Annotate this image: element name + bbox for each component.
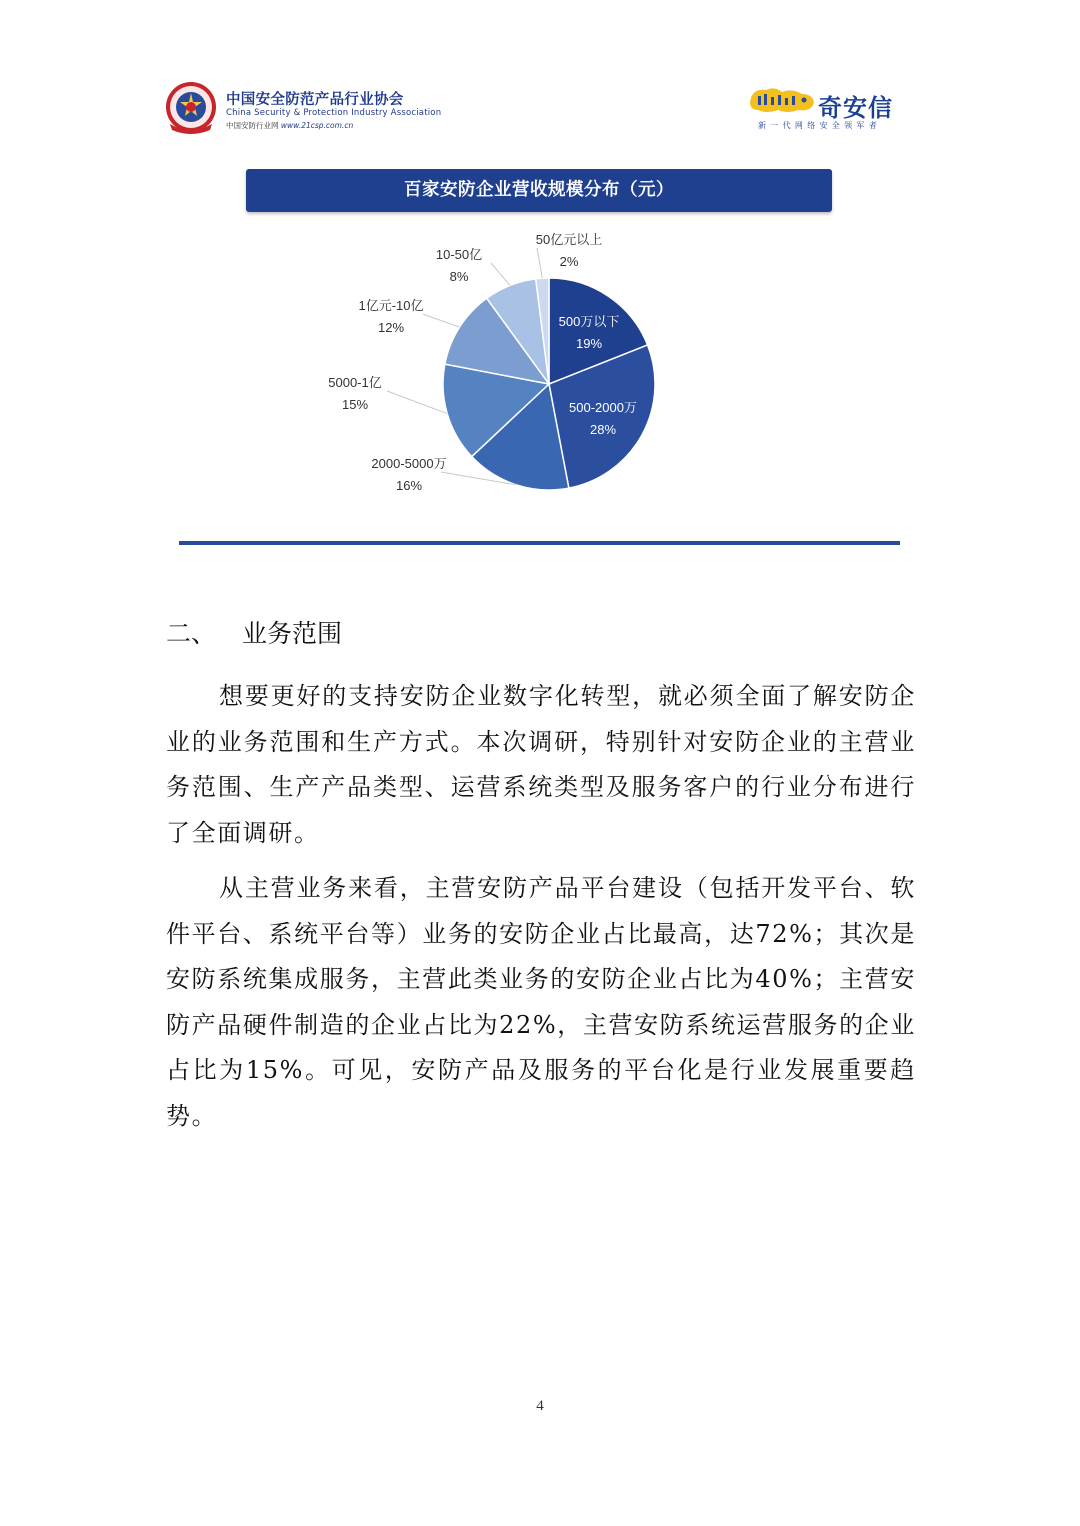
section-number: 二、 <box>166 619 217 648</box>
pie-value-label: 2% <box>559 254 579 269</box>
page-number: 4 <box>536 1398 544 1414</box>
revenue-pie-chart <box>0 0 1080 540</box>
section-title: 业务范围 <box>242 619 343 648</box>
pie-value-label: 8% <box>449 269 469 284</box>
pie-value-label: 15% <box>341 397 369 412</box>
pie-value-label: 19% <box>575 336 603 351</box>
pie-value-label: 16% <box>395 478 423 493</box>
association-name-cn: 中国安全防范产品行业协会 <box>226 92 404 108</box>
section-divider <box>179 541 900 545</box>
paragraph: 从主营业务来看，主营安防产品平台建设（包括开发平台、软件平台、系统平台等）业务的安防企业占比最高，达72%；其次是安防系统集成服务，主营此类业务的安防企业占比为40%；主营安防产品硬件制造的企业占比为22%，主营安防系统运营服务的企业占比为15%。可见，安防产品及服务的平台化是行业发展重要趋势。 <box>166 874 916 1130</box>
pie-value-label: 12% <box>377 320 405 335</box>
pie-category-label: 10-50亿 <box>435 247 483 262</box>
pie-category-label: 500万以下 <box>558 314 620 329</box>
pie-leader-line <box>387 391 447 414</box>
section-heading <box>166 614 342 650</box>
paragraph: 想要更好的支持安防企业数字化转型，就必须全面了解安防企业的业务范围和生产方式。本次调研，特别针对安防企业的主营业务范围、生产产品类型、运营系统类型及服务客户的行业分布进行了全面调研。 <box>166 682 916 847</box>
pie-leader-line <box>537 248 542 278</box>
chart-title: 百家安防企业营收规模分布（元） <box>246 169 832 212</box>
association-site-label: 中国安防行业网 <box>226 121 279 130</box>
association-name-en: China Security & Protection Industry Association <box>226 108 442 118</box>
brand-slogan: 新一代网络安全领军者 <box>758 121 881 130</box>
pie-category-label: 2000-5000万 <box>371 456 447 471</box>
pie-value-label: 28% <box>589 422 617 437</box>
pie-category-label: 50亿元以上 <box>535 232 603 247</box>
association-site-url: www.21csp.com.cn <box>280 121 354 130</box>
brand-name: 奇安信 <box>818 94 893 122</box>
pie-category-label: 500-2000万 <box>569 400 637 415</box>
pie-category-label: 5000-1亿 <box>328 375 382 390</box>
pie-leader-line <box>423 314 460 327</box>
pie-category-label: 1亿元-10亿 <box>358 298 424 313</box>
pie-leader-line <box>491 263 510 285</box>
